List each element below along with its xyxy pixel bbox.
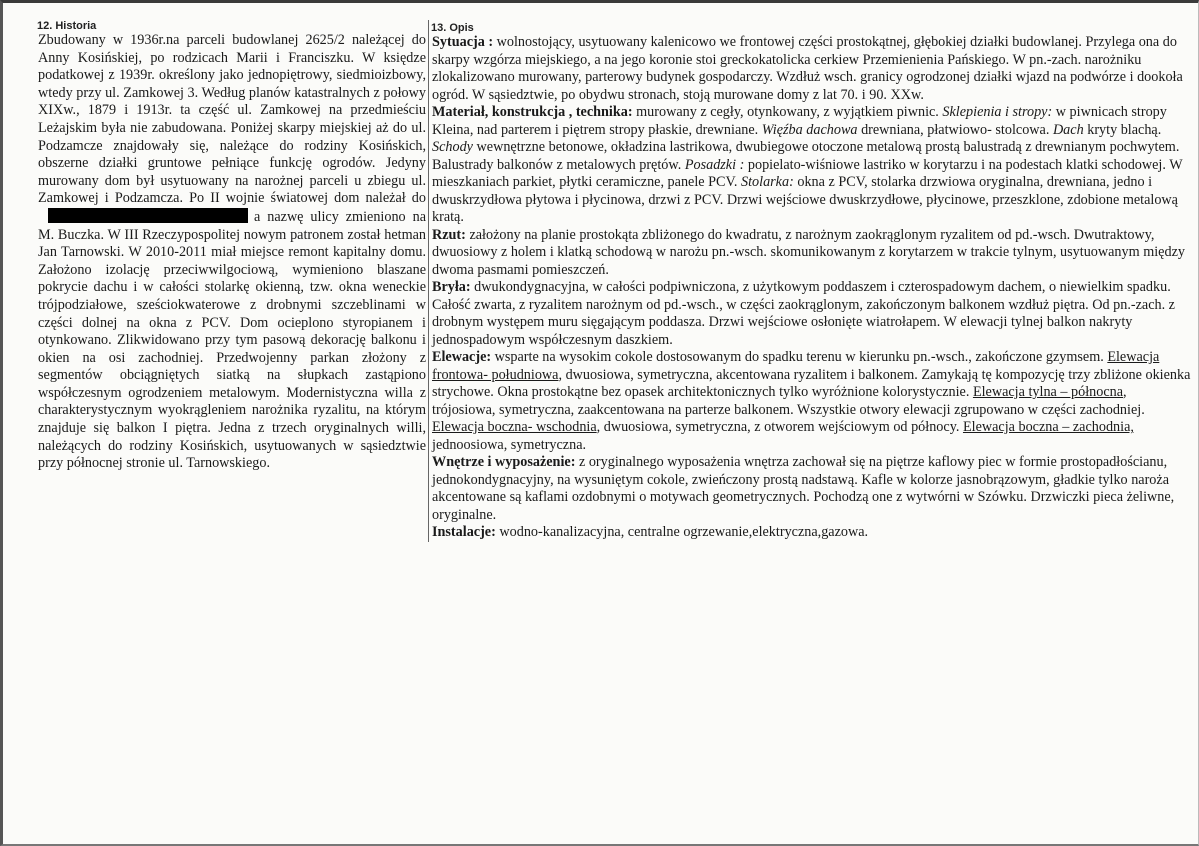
elewacja-boczna-zachodnia-label: Elewacja boczna – zachodnia, [962, 419, 1134, 435]
stolarka-label: Stolarka: [741, 174, 794, 190]
sytuacja-label: Sytuacja : [432, 34, 494, 50]
wnetrze-text: z oryginalnego wyposażenia wnętrza zachował się na piętrze kaflowy piec w formie prostopadłościanu, jednokondygnacyjny, na wysuniętym cokole, zwieńczony prostą nadstawą. Kafle w kolorze jasnobrązowym, gładkie tylko naroża akcentowane są kaflami ozdobnymi o motywach geometrycznych. Pochodzą one z wytwórni w Szówku. Drzwiczki pieca żeliwne, oryginalne. [432, 454, 1175, 523]
schody-label: Schody [432, 139, 473, 155]
instalacje-label: Instalacje: [432, 524, 496, 540]
rzut-paragraph [432, 227, 1192, 280]
wiezba-text: drewniana, płatwiowo- stolcowa. [857, 121, 1053, 138]
bryla-label: Bryła: [432, 279, 471, 295]
instalacje-paragraph [432, 524, 1192, 542]
sytuacja-text: wolnostojący, usytuowany kalenicowo we frontowej części prostokątnej, głębokiej działki budowlanej. Przylega ona do skarpy wzgórza miejskiego, a na jego koronie stoi greckokatolicka cerkiew Przemienienia Pańskiego. W pn.-zach. narożniku zlokalizowano murowany, parterowy budynek gospodarczy. Wzdłuż wsch. granicy ogrodzonej działki wjazd na podwórze i dookoła ogród. W sąsiedztwie, po obydwu stronach, stoją murowane domy z lat 70. i 90. XXw. [432, 34, 1183, 103]
elewacje-label: Elewacje: [432, 349, 492, 365]
wnetrze-paragraph [432, 454, 1192, 524]
posadzki-text: popielato-wiśniowe lastriko w korytarzu i na podestach klatki schodowej. W mieszkaniach parkiet, płytki ceramiczne, panele PCV. [432, 156, 1183, 190]
material-text: murowany z cegły, otynkowany, z wyjątkiem piwnic. [632, 104, 943, 120]
sklepienia-label: Sklepienia i stropy: [942, 104, 1053, 120]
elewacje-text-4: , dwuosiowa, symetryczna, z otworem wejściowym od północy. [596, 419, 963, 435]
rzut-text: założony na planie prostokąta zbliżonego do kwadratu, z narożnym zaokrąglonym ryzalitem od pd.-wsch. Dwutraktowy, dwuosiowy z holem i klatką schodową w narożu pn.-wsch. skomunikowanym z korytarzem w trakcie tylnym, usytuowanym między dwoma pasmami pomieszczeń. [432, 226, 1185, 278]
history-text [38, 32, 426, 473]
history-text-part2: a nazwę ulicy zmieniono na M. Buczka. W III Rzeczypospolitej nowym patronem został hetman Jan Tarnowski. W 2010-2011 miał miejsce remont kapitalny domu. Założono izolację przeciwwilgociową, wymieniono blaszane pokrycie dachu i w całości stolarkę okienną, tzw. okna weneckie trójpodziałowe, sześciokwaterowe z drobnymi szczeblinami w części dolnej na okna z PCV. Dom ocieplono styropianem i otynkowano. Zlikwidowano przy tym pasową dekorację balkonu i okien na osi zachodniej. Przedwojenny parkan złożony z segmentów obciągniętych siatką na słupkach zastąpiono współczesnym ogrodzeniem metalowym. Modernistyczna willa z charakterystycznym wyokrągleniem narożnika ryzalitu, na którym znajduje się balkon I piętra. Jedna z trzech oryginalnych willi, należących do rodziny Kosińskich, usytuowanych w sąsiedztwie przy północnej stronie ul. Tarnowskiego. [38, 208, 426, 472]
elewacje-text-5: jednoosiowa, symetryczna. [432, 436, 587, 453]
material-paragraph [432, 104, 1192, 227]
material-label: Materiał, konstrukcja , technika: [432, 104, 633, 120]
elewacja-tylna-label: Elewacja tylna – północna [972, 384, 1124, 400]
rzut-label: Rzut: [432, 226, 466, 243]
schody-text: wewnętrzne betonowe, okładzina lastrikowa, dwubiegowe otoczone metalową prostą balustradą z drewnianym pochwytem. Balustrady balkonów z metalowych prętów. [432, 139, 1180, 173]
sytuacja-paragraph [432, 34, 1192, 104]
sklepienia-text: w piwnicach stropy Kleina, nad parterem i piętrem stropy płaskie, drewniane. [432, 104, 1167, 138]
bryla-text: dwukondygnacyjna, w całości podpiwniczona, z użytkowym poddaszem i czterospadowym dachem, o niewielkim spadku. Całość zwarta, z ryzalitem narożnym od pd.-wsch., w części zaokrąglonym, zakończonym balkonem wzdłuż piętra. Od pn.-zach. z drobnym występem muru sięgającym poddasza. Drzwi wejściowe osłonięte wiatrołapem. W elewacji tylnej balkon nakryty jednospadowym współczesnym daszkiem. [432, 279, 1175, 348]
bryla-paragraph [432, 279, 1192, 349]
elewacje-text-3: , trójosiowa, symetryczna, zaakcentowana na parterze balkonem. Wszystkie otwory elewacji zgrupowano w części zachodniej. [432, 384, 1145, 418]
elewacje-text-1: wsparte na wysokim cokole dostosowanym do spadku terenu w kierunku pn.-wsch., zakończone gzymsem. [491, 349, 1108, 365]
description-heading: 13. Opis [431, 22, 474, 34]
elewacja-boczna-wschodnia-label: Elewacja boczna- wschodnia [432, 419, 597, 435]
wiezba-label: Więźba dachowa [761, 121, 858, 138]
description-body [432, 34, 1192, 542]
column-divider [428, 20, 429, 542]
stolarka-text: okna z PCV, stolarka drzwiowa oryginalna, drewniana, jedno i dwuskrzydłowa płytowa i płycinowa, drzwi z PCV. Drzwi wejściowe dwuskrzydłowe, płycinowe, przeszklone, zdobione metalową kratą. [432, 174, 1178, 225]
history-text-part1: Zbudowany w 1936r.na parceli budowlanej 2625/2 należącej do Anny Kosińskiej, po rodzicach Marii i Franciszku. W księdze podatkowej z 1939r. określony jako jednopiętrowy, siedmioizbowy, wtedy przy ul. Zamkowej 3. Według planów katastralnych z połowy XIXw., 1879 i 1913r. ta część ul. Zamkowej na przedmieściu Leżajskim była nie zabudowana. Poniżej skarpy miejskiej aż do ul. Podzamcze znajdowały się, należące do rodziny Kosińskich, obszerne działki gruntowe pełniące funkcję ogrodów. Jedyny murowany dom był usytuowany na narożnej parceli u zbiegu ul. Zamkowej i Podzamcza. Po II wojnie światowej dom należał do [38, 32, 426, 207]
posadzki-label: Posadzki : [684, 156, 745, 173]
dach-text: kryty blachą. [1083, 121, 1162, 138]
elewacja-frontowa-label: Elewacja frontowa- południowa [432, 349, 1160, 383]
history-heading: 12. Historia [37, 20, 97, 32]
elewacje-paragraph [432, 349, 1192, 454]
history-section [38, 20, 426, 473]
instalacje-text: wodno-kanalizacyjna, centralne ogrzewanie,elektryczna,gazowa. [495, 524, 869, 540]
description-section [432, 22, 1192, 542]
dach-label: Dach [1052, 121, 1084, 138]
wnetrze-label: Wnętrze i wyposażenie: [432, 454, 576, 470]
elewacje-text-2: , dwuosiowa, symetryczna, akcentowana ryzalitem i balkonem. Zamykają tę kompozycję trzy zbliżone okienka strychowe. Okna prostokątne bez opasek architektonicznych tylko wyróżnione kolorystycznie. [432, 366, 1191, 400]
redaction-block [48, 208, 248, 223]
